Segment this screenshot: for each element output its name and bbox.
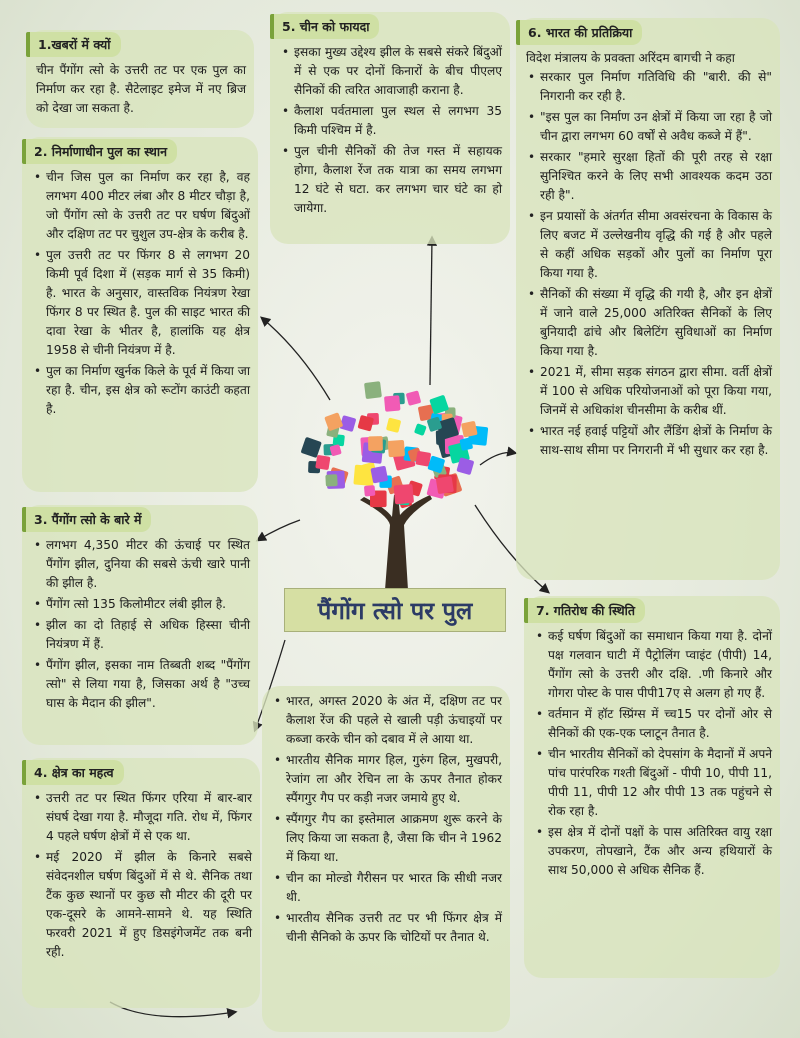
list-item: • चीन जिस पुल का निर्माण कर रहा है, वह लगभग 400 मीटर लंबा और 8 मीटर चौड़ा है, जो पैंगोंग त्सो के उत्तरी तट पर घर्षण बिंदुओं और दक्षिण तट पर चुशुल उप-क्षेत्र के करीब है. (32, 168, 250, 244)
list-item: • कैलाश पर्वतमाला पुल स्थल से लगभग 35 किमी पश्चिम में है. (280, 102, 502, 140)
section-standoff-status (524, 596, 780, 978)
list-item: • भारतीय सैनिक उत्तरी तट पर भी फिंगर क्षेत्र में चीनी सैनिको के ऊपर कि चोटियों पर तैनात थे. (272, 909, 502, 947)
list-item: • पुल चीनी सैनिकों की तेज गस्त में सहायक होगा, कैलाश रेंज तक यात्रा का समय लगभग 12 घंटे से घटा. कर लगभग चार घंटे का हो जायेगा. (280, 142, 502, 218)
list-item: • "इस पुल का निर्माण उन क्षेत्रों में किया जा रहा है जो चीन द्वारा लगभग 60 वर्षों से अवैध कब्जे में हैं". (526, 108, 772, 146)
list-item: • चीन भारतीय सैनिकों को देपसांग के मैदानों में अपने पांच पारंपरिक गश्ती बिंदुओं - पीपी 10, पीपी 11, पीपी 11, पीपी 12 और पीपी 13 तक पहुंचने से रोक रहा है. (534, 745, 772, 821)
list-item: • उत्तरी तट पर स्थित फिंगर एरिया में बार-बार संघर्ष देखा गया है. मौजूदा गति. रोध में, फिंगर 4 पहले घर्षण क्षेत्रों में से एक था. (32, 789, 252, 846)
list-item: • 2021 में, सीमा सड़क संगठन द्वारा सीमा. वर्ती क्षेत्रों में 100 से अधिक परियोजनाओं को पूरा किया गया, जिनमें से अधिकांश चीनसीमा के करीब थीं. (526, 363, 772, 420)
list-item: • इस क्षेत्र में दोनों पक्षों के पास अतिरिक्त वायु रक्षा उपकरण, तोपखाने, टैंक और अन्य हथियारों के साथ 50,000 से अधिक सैनिक हैं. (534, 823, 772, 880)
list-item: • सैनिकों की संख्या में वृद्धि की गयी है, और इन क्षेत्रों में जाने वाले 25,000 अतिरिक्त सैनिकों के लिए बुनियादी ढांचे और बिलेटिंग सुविधाओं का निर्माण किया गया है. (526, 285, 772, 361)
list-item: • चीन का मोल्डो गैरीसन पर भारत कि सीधी नजर थी. (272, 869, 502, 907)
list-item: • झील का दो तिहाई से अधिक हिस्सा चीनी नियंत्रण में हैं. (32, 616, 250, 654)
list-item: • पुल का निर्माण खुर्नक किले के पूर्व में किया जा रहा है. चीन, इस क्षेत्र को रूटोंग काउंटी कहता है. (32, 362, 250, 419)
section-india-kailash-range (262, 686, 510, 1032)
list-item: • सरकार पुल निर्माण गतिविधि की "बारी. की से" निगरानी कर रही है. (526, 68, 772, 106)
section-heading: 2. निर्माणाधीन पुल का स्थान (22, 139, 177, 164)
section-heading: 7. गतिरोध की स्थिति (524, 598, 645, 623)
section-heading: 6. भारत की प्रतिक्रिया (516, 20, 642, 45)
list-item: • मई 2020 में झील के किनारे सबसे संवेदनशील घर्षण बिंदुओं में से थे. सैनिक तथा टैंक कुछ स्थानों पर कुछ सौ मीटर की दूरी पर एक-दूसरे के आमने-सामने थे. यह स्थिति फरवरी 2021 में हुए डिसइंगेजमेंट तक बनी रही. (32, 848, 252, 962)
section-heading: 1.खबरों में क्यों (26, 32, 121, 57)
section-india-response (516, 18, 780, 580)
section-about-pangong (22, 505, 258, 745)
list-item: • पैंगोंग झील, इसका नाम तिब्बती शब्द "पैंगोंग त्सो" से लिया गया है, जिसका अर्थ है "उच्च घास के मैदान की झील". (32, 656, 250, 713)
list-item: • वर्तमान में हॉट स्प्रिंग्स में च्च15 पर दोनों ओर से सैनिकों की एक-एक प्लाटून तैनात है. (534, 705, 772, 743)
list-item: • सरकार "हमारे सुरक्षा हितों की पूरी तरह से रक्षा सुनिश्चित करने के लिए सभी आवश्यक कदम उठा रही है". (526, 148, 772, 205)
list-item: • भारत, अगस्त 2020 के अंत में, दक्षिण तट पर कैलाश रेंज की पहले से खाली पड़ी ऊंचाइयों पर कब्जा करके चीन को दबाव में ले आया था. (272, 692, 502, 749)
section-heading: 3. पैंगोंग त्सो के बारे में (22, 507, 151, 532)
list-item: • स्पैंगगुर गैप का इस्तेमाल आक्रमण शुरू करने के लिए किया जा सकता है, जैसा कि चीन ने 1962 में किया था. (272, 810, 502, 867)
section-area-importance (22, 758, 260, 1008)
section-heading: 4. क्षेत्र का महत्व (22, 760, 124, 785)
list-item: • पैंगोंग त्सो 135 किलोमीटर लंबी झील है. (32, 595, 250, 614)
section-text: चीन पैंगोंग त्सो के उत्तरी तट पर एक पुल का निर्माण कर रहा है. सैटेलाइट इमेज में नए ब्रिज को देखा जा सकता है. (36, 63, 246, 115)
list-item: • लगभग 4,350 मीटर की ऊंचाई पर स्थित पैंगोंग झील, दुनिया की सबसे ऊंची खारे पानी की झील है. (32, 536, 250, 593)
list-item: • कई घर्षण बिंदुओं का समाधान किया गया है. दोनों पक्ष गलवान घाटी में पैट्रोलिंग प्वाइंट (पीपी) 14, पैंगोंग त्सो के उत्तरी और दक्षि. .णी किनारे और गोगरा पोस्ट के पास पीपी17ए से अलग हो गए हैं. (534, 627, 772, 703)
section-why-in-news (26, 30, 254, 128)
page-title: पैंगोंग त्सो पर पुल (284, 588, 506, 632)
list-item: • इन प्रयासों के अंतर्गत सीमा अवसंरचना के विकास के लिए बजट में उल्लेखनीय वृद्धि की गई है और पहले से कहीं अधिक सड़कों और पुलों का निर्माण पूरा किया गया है. (526, 207, 772, 283)
section-intro: विदेश मंत्रालय के प्रवक्ता अरिंदम बागची ने कहा (526, 51, 735, 65)
list-item: • भारत नई हवाई पट्टियों और लैंडिंग क्षेत्रों के निर्माण के साथ-साथ सीमा पर निगरानी में भी सुधार कर रहा है. (526, 422, 772, 460)
section-bridge-location (22, 137, 258, 492)
list-item: • इसका मुख्य उद्देश्य झील के सबसे संकरे बिंदुओं में से एक पर दोनों किनारों के बीच पीएलए सैनिकों की त्वरित आवाजाही कराना है. (280, 43, 502, 100)
list-item: • पुल उत्तरी तट पर फिंगर 8 से लगभग 20 किमी पूर्व दिशा में (सड़क मार्ग से 35 किमी) है. भारत के अनुसार, वास्तविक नियंत्रण रेखा फिंगर 8 पर स्थित है. पुल की साइट भारत की दावा रेखा के भीतर है, हालांकि यह क्षेत्र 1958 से चीनी नियंत्रण में है. (32, 246, 250, 360)
section-heading: 5. चीन को फायदा (270, 14, 379, 39)
list-item: • भारतीय सैनिक मागर हिल, गुरुंग हिल, मुखपरी, रेजांग ला और रेचिन ला के ऊपर तैनात होकर स्पैंगगुर गैप पर कड़ी नजर जमाये हुए थे. (272, 751, 502, 808)
section-china-benefit (270, 12, 510, 244)
